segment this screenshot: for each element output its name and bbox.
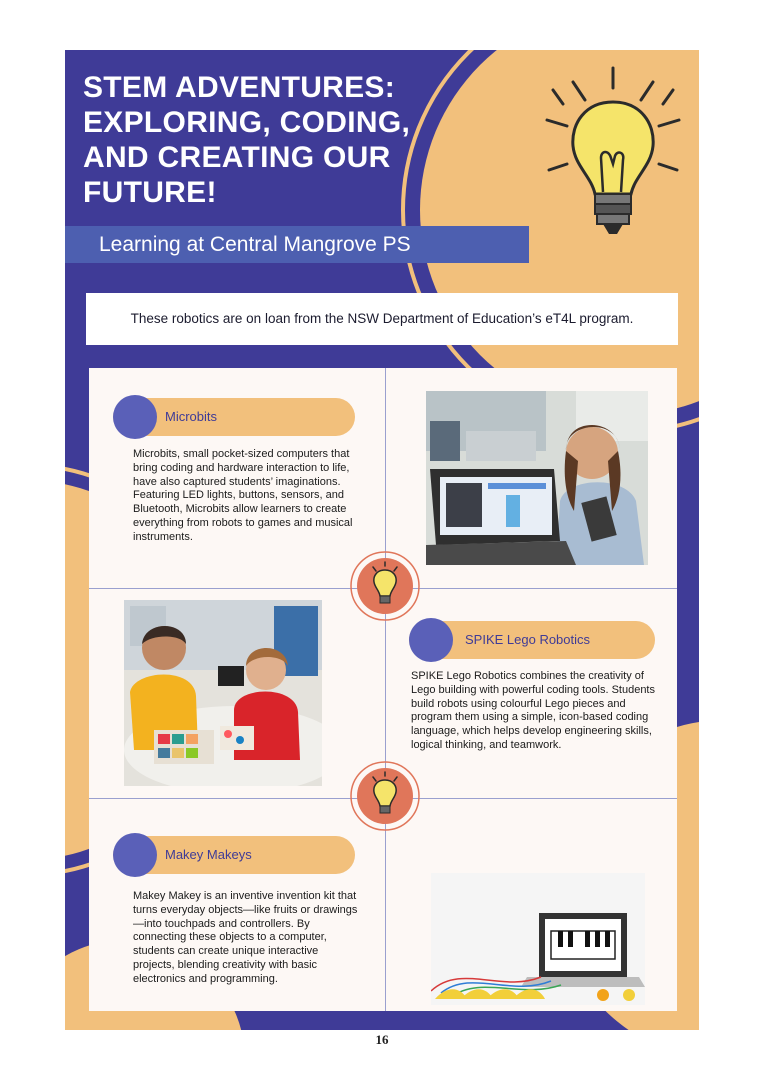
newsletter-page	[65, 50, 699, 1030]
photo-makey-makey-bananas	[431, 873, 645, 1030]
page-title: STEM ADVENTURES: EXPLORING, CODING, AND CREATING OUR FUTURE!	[83, 71, 411, 209]
heading-dot	[113, 395, 157, 439]
grid-divider	[385, 368, 386, 1011]
photo-student-microbit	[426, 391, 648, 565]
subtitle-banner: Learning at Central Mangrove PS	[65, 226, 529, 263]
content-grid	[89, 368, 677, 1011]
section-heading-microbits: Microbits	[113, 398, 355, 436]
lightbulb-icon	[533, 60, 693, 260]
section-body-microbits: Microbits, small pocket-sized computers that bring coding and hardware interaction to life, have also captured students’ imaginations. Featuring LED lights, buttons, sensors, and Bluetooth, Microbits allow learners to create everything from robots to games and musical instruments.	[133, 448, 353, 543]
section-heading-makey-makey: Makey Makeys	[113, 836, 355, 874]
section-heading-spike-lego: SPIKE Lego Robotics	[409, 621, 655, 659]
page-number: 16	[375, 1032, 389, 1047]
section-body-makey-makey: Makey Makey is an inventive invention kit that turns everyday objects—like fruits or drawings—into touchpads and controllers. By connecting these objects to a computer, students can create unique interactive projects, blending creativity with basic electronics and programming.	[133, 890, 358, 985]
section-body-spike-lego: SPIKE Lego Robotics combines the creativity of Lego building with powerful coding tools. Students build robots using colourful Lego pieces and program them using a simple, icon-based coding language, which helps develop engineering skills, logical thinking, and teamwork.	[411, 670, 655, 751]
heading-dot	[113, 833, 157, 877]
photo-students-lego	[124, 600, 322, 786]
lightbulb-badge-icon	[349, 550, 421, 622]
heading-dot	[409, 618, 453, 662]
loan-notice: These robotics are on loan from the NSW Department of Education’s eT4L program.	[86, 293, 678, 345]
lightbulb-badge-icon	[349, 760, 421, 832]
